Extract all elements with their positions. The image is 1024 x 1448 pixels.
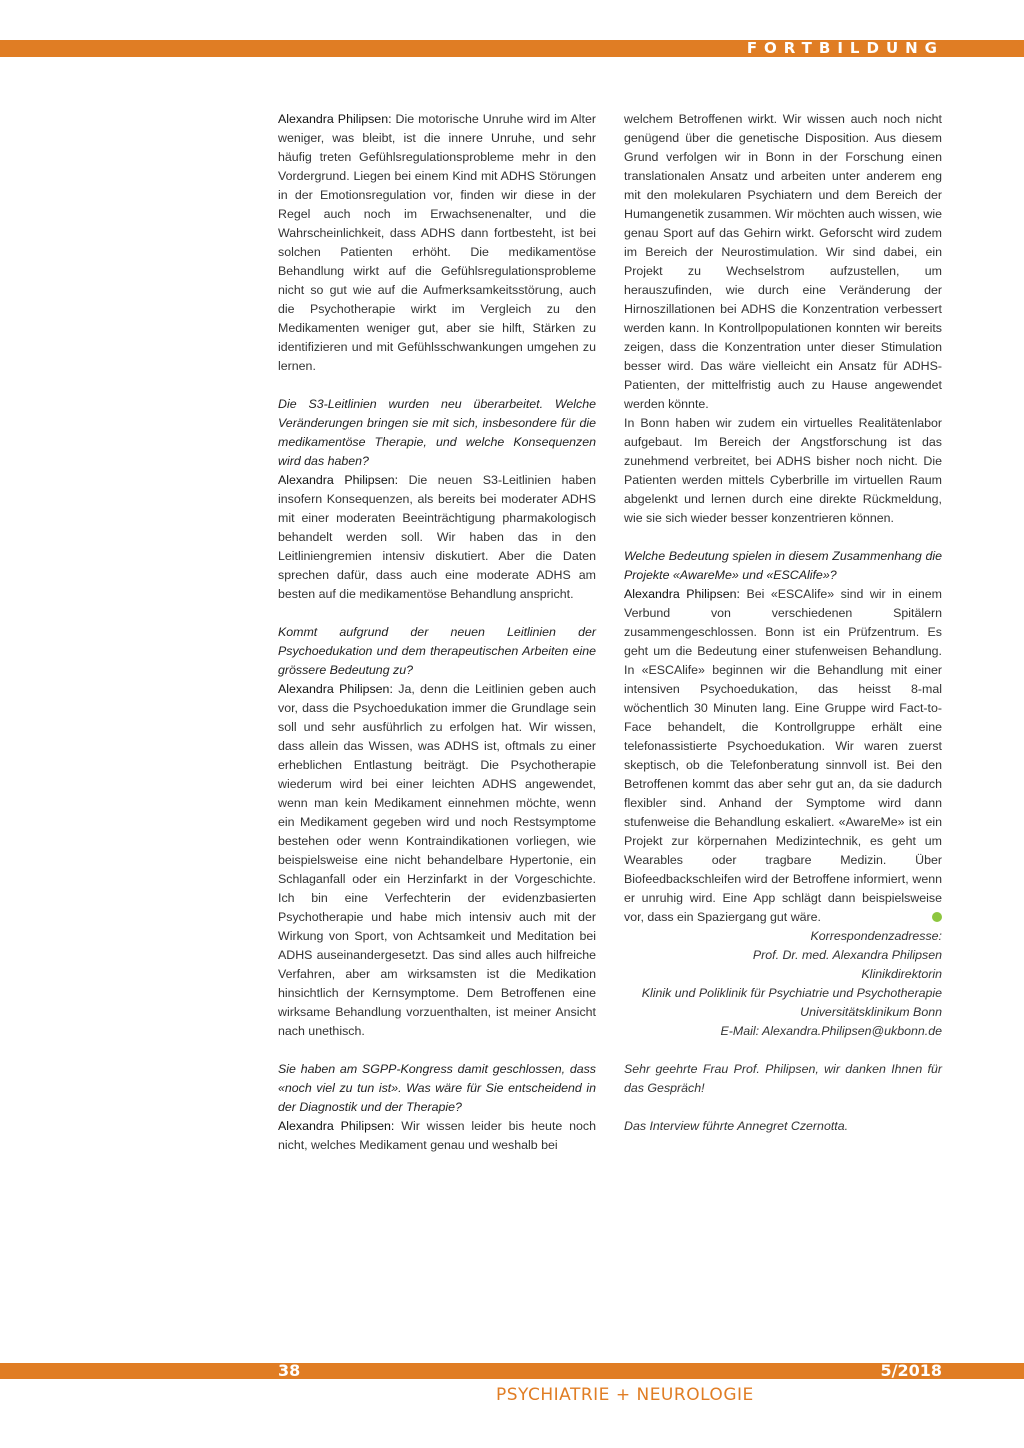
body-paragraph: welchem Betroffenen wirkt. Wir wissen auch noch nicht genügend über die genetische Disposition. Aus diesem Grund verfolgen wir in Bonn in der Forschung einen translationalen Ansatz und arbeiten unter anderem eng mit den molekularen Psychiatern und dem Bereich der Humangenetik zusammen. Wir möchten auch wissen, wie genau Sport auf das Gehirn wirkt. Geforscht wird zudem im Bereich der Neurostimulation. Wir sind dabei, ein Projekt zu Wechselstrom aufzustellen, um herauszufinden, wie durch eine Veränderung der Hirnoszillationen bei ADHS die Konzentration verbessert werden kann. In Kontrollpopulationen konnten wir bereits zeigen, dass die Konzentration unter dieser Stimulation besser wird. Das wäre vielleicht ein Ansatz für ADHS-Patienten, der mittelfristig auch zu Hause angewendet werden könnte. (624, 112, 942, 411)
interview-question: Welche Bedeutung spielen in diesem Zusammenhang die Projekte «AwareMe» und «ESCAlife»? (624, 549, 942, 582)
address-heading: Korrespondenzadresse: (810, 929, 942, 943)
answer-text: Die motorische Unruhe wird im Alter weniger, was bleibt, ist die innere Unruhe, und sehr häufig treten Gefühlsregulationsprobleme mehr in den Vordergrund. Liegen bei einem Kind mit ADHS Störungen in der Emotionsregulation vor, finden wir diese in der Regel auch noch im Erwachsenenalter, und die Wahrscheinlichkeit, dass ADHS dann fortbesteht, ist bei solchen Patienten erhöht. Die medikamentöse Behandlung wirkt auf die Gefühlsregulationsprobleme nicht so gut wie auf die Aufmerksamkeitsstörung, auch die Psychotherapie wirkt im Vergleich zu den Medikamenten weniger gut, aber sie hilft, Stärken zu identifizieren und mit Gefühlsschwankungen umgehen zu lernen. (278, 112, 596, 373)
right-column (624, 110, 942, 1136)
left-column (278, 110, 596, 1155)
interview-question: Sie haben am SGPP-Kongress damit geschlossen, dass «noch viel zu tun ist». Was wäre für Sie entscheidend in der Diagnostik und der Therapie? (278, 1062, 596, 1114)
speaker-name: Alexandra Philipsen: (278, 1119, 395, 1133)
address-role: Klinikdirektorin (861, 967, 942, 981)
section-label: FORTBILDUNG (746, 39, 944, 57)
address-clinic: Klinik und Poliklinik für Psychiatrie und Psychotherapie (641, 986, 942, 1000)
answer-paragraph (624, 585, 942, 927)
correspondence-address (624, 927, 942, 1041)
speaker-name: Alexandra Philipsen: (278, 473, 399, 487)
speaker-name: Alexandra Philipsen: (624, 587, 740, 601)
speaker-name: Alexandra Philipsen: (278, 682, 393, 696)
end-mark-icon (932, 912, 942, 922)
journal-title: PSYCHIATRIE + NEUROLOGIE (496, 1385, 754, 1405)
page-number: 38 (278, 1361, 301, 1380)
answer-text: Bei «ESCAlife» sind wir in einem Verbund von verschiedenen Spitälern zusammengeschlossen. Bonn ist ein Prüfzentrum. Es geht um die Bedeutung einer stufenweisen Behandlung. In «ESCAlife» beginnen wir die Behandlung mit einer intensiven Psychoedukation, das heisst 8-mal wöchentlich 30 Minuten lang. Eine Gruppe wird Fact-to-Face behandelt, die Kontrollgruppe erhält eine telefonassistierte Psychoedukation. Wir waren zuerst skeptisch, ob die Telefonberatung sinnvoll ist. Bei den Betroffenen kommt das aber sehr gut an, da sie dadurch flexibler sind. Anhand der Symptome wird dann stufenweise die Behandlung eskaliert. «AwareMe» ist ein Projekt zur körpernahen Medizintechnik, es geht um Wearables oder tragbare Medizin. Über Biofeedbackschleifen wird der Betroffene informiert, wenn er unruhig wird. Eine App schlägt dann beispielsweise vor, dass ein Spaziergang gut wäre. (624, 587, 942, 924)
address-name: Prof. Dr. med. Alexandra Philipsen (752, 948, 942, 962)
speaker-name: Alexandra Philipsen: (278, 112, 392, 126)
interview-question: Kommt aufgrund der neuen Leitlinien der Psychoedukation und dem therapeutischen Arbeiten eine grössere Bedeutung zu? (278, 625, 596, 677)
interview-credit: Das Interview führte Annegret Czernotta. (624, 1119, 849, 1133)
answer-paragraph (278, 680, 596, 1041)
address-university: Universitätsklinikum Bonn (800, 1005, 942, 1019)
answer-text: Wir wissen leider bis heute noch nicht, welches Medikament genau und weshalb bei (278, 1119, 597, 1152)
answer-paragraph (278, 110, 596, 376)
answer-text: Ja, denn die Leitlinien geben auch vor, dass die Psychoedukation immer die Grundlage sein soll und sehr ausführlich zu erfolgen hat. Wir wissen, dass allein das Wissen, was ADHS ist, oftmals zu einer erheblichen Entlastung beiträgt. Die Psychotherapie wiederum wird bei einer leichten ADHS angewendet, wenn man kein Medikament einnehmen möchte, wenn ein Medikament gegeben wird und noch Restsymptome bestehen oder wenn Kontraindikationen vorliegen, wie beispielsweise eine nicht behandelbare Hypertonie, ein Schlaganfall oder ein Herzinfarkt in der Vorgeschichte. Ich bin eine Verfechterin der evidenzbasierten Psychotherapie und habe mich intensiv auch mit der Wirkung von Sport, von Achtsamkeit und Meditation bei ADHS auseinandergesetzt. Das sind alles auch hilfreiche Verfahren, aber am wirksamsten ist die Medikation hinsichtlich der Kernsymptome. Dem Betroffenen eine wirksame Behandlung vorzuenthalten, ist meiner Ansicht nach unethisch. (278, 682, 596, 1038)
body-paragraph: In Bonn haben wir zudem ein virtuelles Realitätenlabor aufgebaut. Im Bereich der Angstforschung ist das zunehmend verbreitet, bei ADHS bisher noch nicht. Die Patienten werden mittels Cyberbrille im virtuellen Raum abgelenkt und lernen durch eine direkte Rückmeldung, wie sie sich wieder besser konzentrieren können. (624, 416, 942, 525)
interview-question: Die S3-Leitlinien wurden neu überarbeitet. Welche Veränderungen bringen sie mit sich, insbesondere für die medikamentöse Therapie, und welche Konsequenzen wird das haben? (278, 397, 596, 468)
issue-label: 5/2018 (880, 1361, 942, 1380)
footer-bar (0, 1363, 1024, 1379)
answer-paragraph (278, 471, 596, 604)
answer-paragraph (278, 1117, 596, 1155)
address-email: E-Mail: Alexandra.Philipsen@ukbonn.de (720, 1024, 942, 1038)
answer-text: Die neuen S3-Leitlinien haben insofern Konsequenzen, als bereits bei moderater ADHS mit einer moderaten Beeinträchtigung pharmakologisch behandelt werden soll. Wir haben das in den Leitliniengremien intensiv diskutiert. Aber die Daten sprechen dafür, dass auch eine moderate ADHS am besten auf die medikamentöse Behandlung anspricht. (278, 473, 596, 601)
thanks-text: Sehr geehrte Frau Prof. Philipsen, wir danken Ihnen für das Gespräch! (624, 1062, 942, 1095)
